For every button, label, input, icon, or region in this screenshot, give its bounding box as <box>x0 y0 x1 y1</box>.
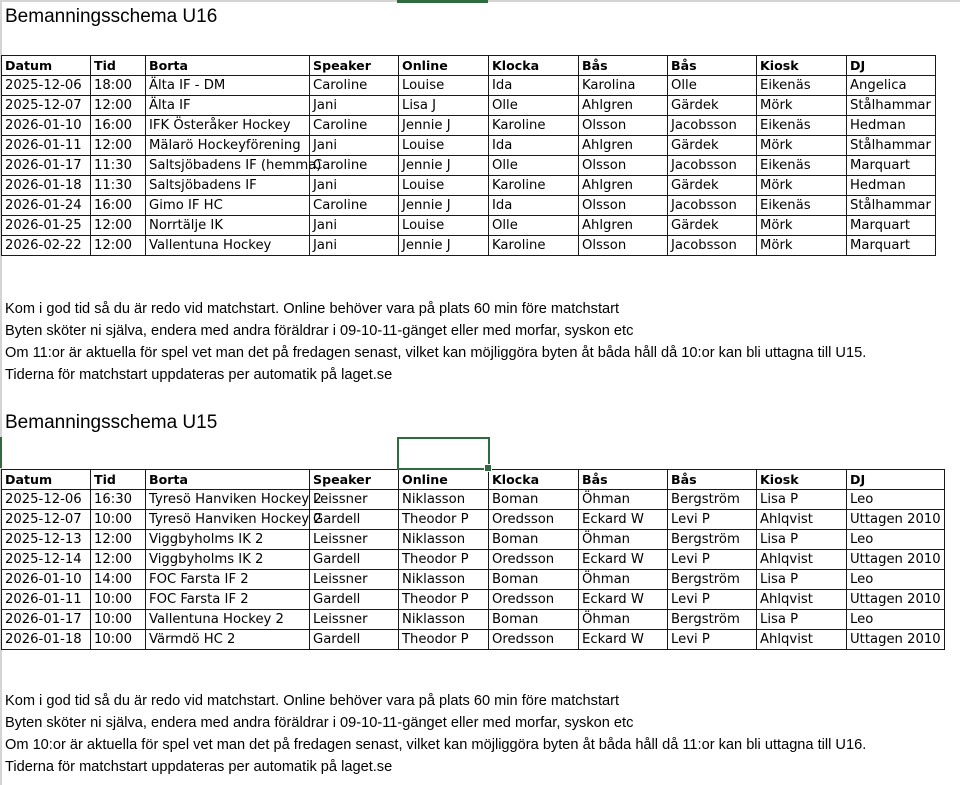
cell-dj[interactable]: Uttagen 2010 <box>847 510 945 530</box>
u15-header-bas-1[interactable]: Bås <box>579 470 668 490</box>
cell-datum[interactable]: 2026-02-22 <box>2 236 91 256</box>
cell-bas-2[interactable]: Olle <box>668 76 757 96</box>
table-row <box>2 136 936 156</box>
cell-bas-1[interactable]: Olsson <box>579 196 668 216</box>
cell-bas-2[interactable]: Jacobsson <box>668 156 757 176</box>
u15-header-klocka[interactable]: Klocka <box>489 470 579 490</box>
selected-column-indicator <box>397 0 488 3</box>
cell-bas-2[interactable]: Gärdek <box>668 176 757 196</box>
u15-header-online[interactable]: Online <box>399 470 489 490</box>
cell-speaker[interactable]: Jani <box>310 96 399 116</box>
cell-kiosk[interactable]: Mörk <box>757 216 847 236</box>
cell-kiosk[interactable]: Mörk <box>757 236 847 256</box>
cell-tid[interactable]: 10:00 <box>91 590 146 610</box>
cell-borta[interactable]: Mälarö Hockeyförening <box>146 136 310 156</box>
cell-dj[interactable]: Marquart <box>847 236 936 256</box>
cell-datum[interactable]: 2025-12-07 <box>2 96 91 116</box>
u15-notes <box>5 690 866 778</box>
cell-kiosk[interactable]: Lisa P <box>757 570 847 590</box>
cell-speaker[interactable]: Leissner <box>310 610 399 630</box>
u15-header-row <box>2 470 945 490</box>
cell-bas-2[interactable]: Bergström <box>668 570 757 590</box>
cell-tid[interactable]: 11:30 <box>91 176 146 196</box>
cell-tid[interactable]: 16:30 <box>91 490 146 510</box>
selected-row-indicator <box>0 437 2 468</box>
cell-klocka[interactable]: Karoline <box>489 176 579 196</box>
cell-borta[interactable]: Vallentuna Hockey 2 <box>146 610 310 630</box>
cell-kiosk[interactable]: Ahlqvist <box>757 510 847 530</box>
u16-header-dj[interactable]: DJ <box>847 56 936 76</box>
cell-bas-1[interactable]: Öhman <box>579 530 668 550</box>
cell-dj[interactable]: Leo <box>847 570 945 590</box>
cell-klocka[interactable]: Oredsson <box>489 510 579 530</box>
cell-online[interactable]: Theodor P <box>399 630 489 650</box>
cell-dj[interactable]: Uttagen 2010 <box>847 590 945 610</box>
cell-tid[interactable]: 12:00 <box>91 530 146 550</box>
cell-online[interactable]: Louise <box>399 176 489 196</box>
cell-dj[interactable]: Stålhammar <box>847 136 936 156</box>
cell-speaker[interactable]: Gardell <box>310 630 399 650</box>
table-row <box>2 590 945 610</box>
cell-borta[interactable]: Viggbyholms IK 2 <box>146 530 310 550</box>
cell-borta[interactable]: Viggbyholms IK 2 <box>146 550 310 570</box>
cell-tid[interactable]: 10:00 <box>91 610 146 630</box>
cell-klocka[interactable]: Boman <box>489 570 579 590</box>
table-row <box>2 96 936 116</box>
cell-online[interactable]: Jennie J <box>399 196 489 216</box>
u16-notes <box>5 298 866 386</box>
u15-schedule-table <box>1 469 945 650</box>
u16-note-1[interactable]: Kom i god tid så du är redo vid matchstart. Online behöver vara på plats 60 min före matchstart <box>5 301 620 317</box>
cell-datum[interactable]: 2025-12-06 <box>2 490 91 510</box>
cell-speaker[interactable]: Gardell <box>310 590 399 610</box>
cell-online[interactable]: Theodor P <box>399 550 489 570</box>
cell-klocka[interactable]: Ida <box>489 136 579 156</box>
cell-kiosk[interactable]: Ahlqvist <box>757 590 847 610</box>
cell-online[interactable]: Louise <box>399 76 489 96</box>
table-row <box>2 76 936 96</box>
fill-handle[interactable] <box>484 464 492 472</box>
cell-bas-2[interactable]: Bergström <box>668 610 757 630</box>
cell-datum[interactable]: 2026-01-24 <box>2 196 91 216</box>
cell-klocka[interactable]: Olle <box>489 216 579 236</box>
cell-klocka[interactable]: Karoline <box>489 236 579 256</box>
cell-online[interactable]: Lisa J <box>399 96 489 116</box>
cell-tid[interactable]: 16:00 <box>91 116 146 136</box>
cell-kiosk[interactable]: Mörk <box>757 136 847 156</box>
cell-borta[interactable]: Tyresö Hanviken Hockey 2 <box>146 490 310 510</box>
u15-header-speaker[interactable]: Speaker <box>310 470 399 490</box>
cell-bas-1[interactable]: Ahlgren <box>579 176 668 196</box>
cell-datum[interactable]: 2026-01-18 <box>2 176 91 196</box>
cell-kiosk[interactable]: Eikenäs <box>757 116 847 136</box>
u16-note-4[interactable]: Tiderna för matchstart uppdateras per automatik på laget.se <box>5 367 393 383</box>
cell-klocka[interactable]: Olle <box>489 156 579 176</box>
cell-tid[interactable]: 12:00 <box>91 550 146 570</box>
table-row <box>2 156 936 176</box>
cell-klocka[interactable]: Boman <box>489 530 579 550</box>
u16-header-bas-1[interactable]: Bås <box>579 56 668 76</box>
u15-note-2[interactable]: Byten sköter ni själva, endera med andra föräldrar i 09-10-11-gänget eller med morfar, syskon etc <box>5 715 634 731</box>
cell-datum[interactable]: 2025-12-07 <box>2 510 91 530</box>
cell-dj[interactable]: Angelica <box>847 76 936 96</box>
cell-bas-2[interactable]: Gärdek <box>668 96 757 116</box>
cell-bas-2[interactable]: Jacobsson <box>668 116 757 136</box>
u16-header-tid[interactable]: Tid <box>91 56 146 76</box>
table-row <box>2 570 945 590</box>
cell-borta[interactable]: FOC Farsta IF 2 <box>146 570 310 590</box>
cell-datum[interactable]: 2026-01-25 <box>2 216 91 236</box>
cell-bas-2[interactable]: Levi P <box>668 590 757 610</box>
cell-dj[interactable]: Hedman <box>847 116 936 136</box>
cell-borta[interactable]: Vallentuna Hockey <box>146 236 310 256</box>
u16-header-speaker[interactable]: Speaker <box>310 56 399 76</box>
table-row <box>2 236 936 256</box>
cell-borta[interactable]: IFK Österåker Hockey <box>146 116 310 136</box>
cell-kiosk[interactable]: Eikenäs <box>757 156 847 176</box>
u16-header-online[interactable]: Online <box>399 56 489 76</box>
cell-kiosk[interactable]: Ahlqvist <box>757 550 847 570</box>
cell-online[interactable]: Niklasson <box>399 530 489 550</box>
cell-datum[interactable]: 2025-12-06 <box>2 76 91 96</box>
u15-table-body <box>2 490 945 650</box>
cell-klocka[interactable]: Ida <box>489 196 579 216</box>
cell-bas-1[interactable]: Karolina <box>579 76 668 96</box>
cell-speaker[interactable]: Gardell <box>310 550 399 570</box>
cell-tid[interactable]: 12:00 <box>91 236 146 256</box>
u15-header-bas-2[interactable]: Bås <box>668 470 757 490</box>
cell-datum[interactable]: 2026-01-10 <box>2 116 91 136</box>
u15-title[interactable]: Bemanningsschema U15 <box>5 412 218 433</box>
cell-klocka[interactable]: Oredsson <box>489 550 579 570</box>
cell-bas-1[interactable]: Eckard W <box>579 590 668 610</box>
cell-dj[interactable]: Stålhammar <box>847 196 936 216</box>
u16-table-body <box>2 76 936 256</box>
cell-klocka[interactable]: Karoline <box>489 116 579 136</box>
cell-dj[interactable]: Leo <box>847 530 945 550</box>
cell-speaker[interactable]: Jani <box>310 136 399 156</box>
cell-speaker[interactable]: Leissner <box>310 490 399 510</box>
cell-dj[interactable]: Uttagen 2010 <box>847 550 945 570</box>
cell-speaker[interactable]: Gardell <box>310 510 399 530</box>
u15-header-tid[interactable]: Tid <box>91 470 146 490</box>
u16-header-klocka[interactable]: Klocka <box>489 56 579 76</box>
cell-tid[interactable]: 11:30 <box>91 156 146 176</box>
cell-speaker[interactable]: Leissner <box>310 570 399 590</box>
u16-note-3[interactable]: Om 11:or är aktuella för spel vet man det på fredagen senast, vilket kan möjliggöra byten åt båda håll då 10:or kan bli uttagna till U15. <box>5 345 867 361</box>
cell-kiosk[interactable]: Mörk <box>757 96 847 116</box>
u15-header-borta[interactable]: Borta <box>146 470 310 490</box>
cell-online[interactable]: Jennie J <box>399 236 489 256</box>
cell-bas-2[interactable]: Jacobsson <box>668 196 757 216</box>
u16-header-kiosk[interactable]: Kiosk <box>757 56 847 76</box>
table-row <box>2 116 936 136</box>
cell-borta[interactable]: Gimo IF HC <box>146 196 310 216</box>
cell-speaker[interactable]: Caroline <box>310 116 399 136</box>
table-row <box>2 196 936 216</box>
u15-header-kiosk[interactable]: Kiosk <box>757 470 847 490</box>
cell-online[interactable]: Louise <box>399 136 489 156</box>
cell-speaker[interactable]: Jani <box>310 236 399 256</box>
cell-dj[interactable]: Uttagen 2010 <box>847 630 945 650</box>
cell-datum[interactable]: 2026-01-18 <box>2 630 91 650</box>
u16-header-bas-2[interactable]: Bås <box>668 56 757 76</box>
cell-online[interactable]: Jennie J <box>399 156 489 176</box>
table-row <box>2 176 936 196</box>
cell-bas-1[interactable]: Öhman <box>579 610 668 630</box>
cell-bas-1[interactable]: Ahlgren <box>579 96 668 116</box>
u15-note-4[interactable]: Tiderna för matchstart uppdateras per automatik på laget.se <box>5 759 393 775</box>
cell-tid[interactable]: 12:00 <box>91 216 146 236</box>
cell-bas-1[interactable]: Öhman <box>579 570 668 590</box>
cell-dj[interactable]: Stålhammar <box>847 96 936 116</box>
cell-tid[interactable]: 14:00 <box>91 570 146 590</box>
cell-datum[interactable]: 2025-12-13 <box>2 530 91 550</box>
u16-header-row <box>2 56 936 76</box>
cell-online[interactable]: Theodor P <box>399 510 489 530</box>
cell-borta[interactable]: Älta IF <box>146 96 310 116</box>
cell-datum[interactable]: 2026-01-10 <box>2 570 91 590</box>
cell-klocka[interactable]: Oredsson <box>489 590 579 610</box>
u16-header-borta[interactable]: Borta <box>146 56 310 76</box>
u15-header-datum[interactable]: Datum <box>2 470 91 490</box>
u16-note-2[interactable]: Byten sköter ni själva, endera med andra föräldrar i 09-10-11-gänget eller med morfar, syskon etc <box>5 323 634 339</box>
table-row <box>2 216 936 236</box>
table-row <box>2 510 945 530</box>
cell-dj[interactable]: Hedman <box>847 176 936 196</box>
cell-bas-1[interactable]: Öhman <box>579 490 668 510</box>
u16-header-datum[interactable]: Datum <box>2 56 91 76</box>
cell-borta[interactable]: Saltsjöbadens IF <box>146 176 310 196</box>
cell-borta[interactable]: Tyresö Hanviken Hockey 2 <box>146 510 310 530</box>
cell-online[interactable]: Niklasson <box>399 610 489 630</box>
cell-datum[interactable]: 2026-01-11 <box>2 136 91 156</box>
cell-speaker[interactable]: Caroline <box>310 156 399 176</box>
cell-tid[interactable]: 18:00 <box>91 76 146 96</box>
cell-klocka[interactable]: Olle <box>489 96 579 116</box>
table-row <box>2 530 945 550</box>
cell-bas-1[interactable]: Olsson <box>579 116 668 136</box>
table-row <box>2 550 945 570</box>
cell-kiosk[interactable]: Lisa P <box>757 610 847 630</box>
cell-bas-2[interactable]: Levi P <box>668 630 757 650</box>
cell-datum[interactable]: 2026-01-17 <box>2 156 91 176</box>
cell-online[interactable]: Niklasson <box>399 570 489 590</box>
table-row <box>2 610 945 630</box>
cell-kiosk[interactable]: Eikenäs <box>757 196 847 216</box>
cell-klocka[interactable]: Ida <box>489 76 579 96</box>
cell-dj[interactable]: Leo <box>847 490 945 510</box>
cell-dj[interactable]: Marquart <box>847 216 936 236</box>
cell-speaker[interactable]: Leissner <box>310 530 399 550</box>
cell-dj[interactable]: Marquart <box>847 156 936 176</box>
u16-title[interactable]: Bemanningsschema U16 <box>5 6 218 27</box>
cell-bas-2[interactable]: Gärdek <box>668 216 757 236</box>
u15-note-3[interactable]: Om 10:or är aktuella för spel vet man det på fredagen senast, vilket kan möjliggöra byten åt båda håll då 11:or kan bli uttagna till U16. <box>5 737 867 753</box>
cell-datum[interactable]: 2025-12-14 <box>2 550 91 570</box>
cell-speaker[interactable]: Caroline <box>310 196 399 216</box>
cell-kiosk[interactable]: Lisa P <box>757 490 847 510</box>
cell-online[interactable]: Louise <box>399 216 489 236</box>
u16-schedule-table <box>1 55 936 256</box>
cell-kiosk[interactable]: Lisa P <box>757 530 847 550</box>
cell-tid[interactable]: 10:00 <box>91 510 146 530</box>
cell-bas-1[interactable]: Eckard W <box>579 630 668 650</box>
cell-kiosk[interactable]: Mörk <box>757 176 847 196</box>
cell-datum[interactable]: 2026-01-17 <box>2 610 91 630</box>
cell-kiosk[interactable]: Eikenäs <box>757 76 847 96</box>
cell-bas-1[interactable]: Eckard W <box>579 510 668 530</box>
table-row <box>2 630 945 650</box>
cell-tid[interactable]: 12:00 <box>91 136 146 156</box>
table-row <box>2 490 945 510</box>
cell-bas-2[interactable]: Gärdek <box>668 136 757 156</box>
cell-speaker[interactable]: Caroline <box>310 76 399 96</box>
cell-speaker[interactable]: Jani <box>310 216 399 236</box>
cell-online[interactable]: Theodor P <box>399 590 489 610</box>
cell-tid[interactable]: 10:00 <box>91 630 146 650</box>
cell-dj[interactable]: Leo <box>847 610 945 630</box>
cell-klocka[interactable]: Boman <box>489 490 579 510</box>
cell-bas-1[interactable]: Olsson <box>579 156 668 176</box>
u15-header-dj[interactable]: DJ <box>847 470 945 490</box>
cell-online[interactable]: Niklasson <box>399 490 489 510</box>
cell-bas-2[interactable]: Bergström <box>668 530 757 550</box>
cell-borta[interactable]: Norrtälje IK <box>146 216 310 236</box>
selected-cell[interactable] <box>397 437 490 470</box>
cell-borta[interactable]: FOC Farsta IF 2 <box>146 590 310 610</box>
cell-borta[interactable]: Älta IF - DM <box>146 76 310 96</box>
cell-bas-2[interactable]: Jacobsson <box>668 236 757 256</box>
u15-note-1[interactable]: Kom i god tid så du är redo vid matchstart. Online behöver vara på plats 60 min före matchstart <box>5 693 620 709</box>
cell-tid[interactable]: 12:00 <box>91 96 146 116</box>
cell-bas-1[interactable]: Eckard W <box>579 550 668 570</box>
cell-bas-2[interactable]: Levi P <box>668 550 757 570</box>
cell-kiosk[interactable]: Ahlqvist <box>757 630 847 650</box>
cell-tid[interactable]: 16:00 <box>91 196 146 216</box>
cell-bas-1[interactable]: Olsson <box>579 236 668 256</box>
cell-online[interactable]: Jennie J <box>399 116 489 136</box>
cell-bas-1[interactable]: Ahlgren <box>579 136 668 156</box>
cell-klocka[interactable]: Boman <box>489 610 579 630</box>
cell-klocka[interactable]: Oredsson <box>489 630 579 650</box>
cell-datum[interactable]: 2026-01-11 <box>2 590 91 610</box>
cell-borta[interactable]: Saltsjöbadens IF (hemma) <box>146 156 310 176</box>
cell-speaker[interactable]: Jani <box>310 176 399 196</box>
cell-bas-2[interactable]: Bergström <box>668 490 757 510</box>
cell-bas-2[interactable]: Levi P <box>668 510 757 530</box>
cell-bas-1[interactable]: Ahlgren <box>579 216 668 236</box>
cell-borta[interactable]: Värmdö HC 2 <box>146 630 310 650</box>
